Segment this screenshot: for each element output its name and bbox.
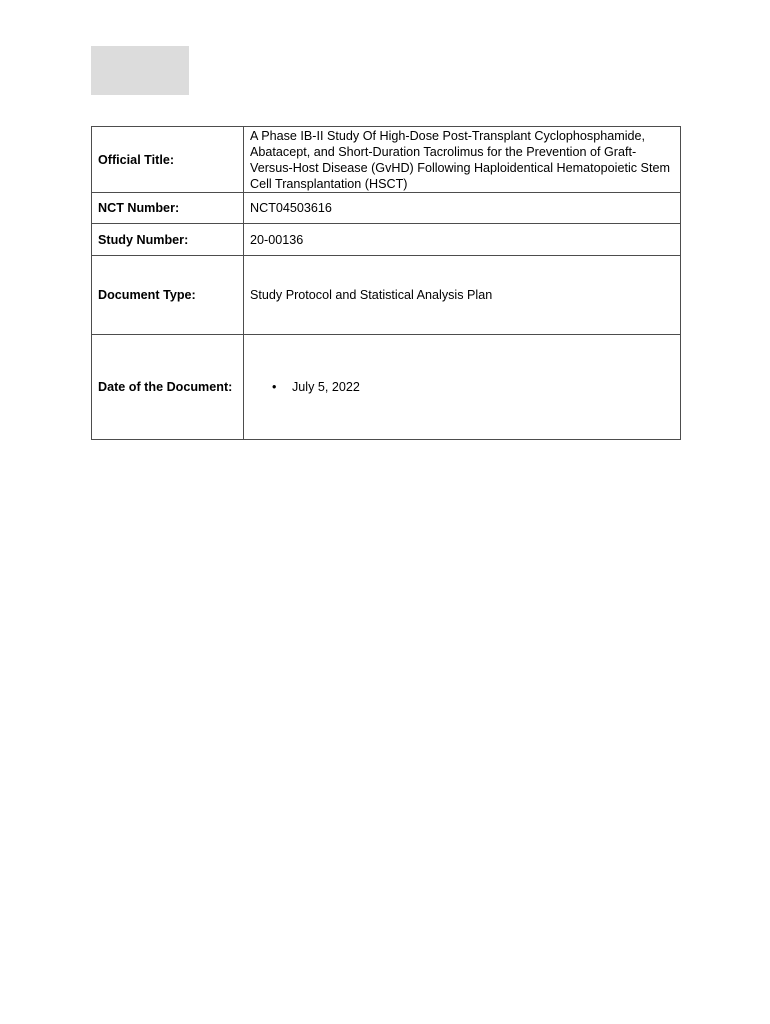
row-nct-number bbox=[92, 193, 681, 224]
study-number-value: 20-00136 bbox=[244, 224, 681, 256]
document-date-cell bbox=[244, 335, 681, 440]
document-type-value: Study Protocol and Statistical Analysis Plan bbox=[244, 256, 681, 335]
row-document-type bbox=[92, 256, 681, 335]
official-title-label: Official Title: bbox=[92, 127, 244, 193]
study-number-label: Study Number: bbox=[92, 224, 244, 256]
row-study-number bbox=[92, 224, 681, 256]
row-official-title bbox=[92, 127, 681, 193]
row-document-date bbox=[92, 335, 681, 440]
official-title-value: A Phase IB-II Study Of High-Dose Post-Transplant Cyclophosphamide, Abatacept, and Short-Duration Tacrolimus for the Prevention of Graft-Versus-Host Disease (GvHD) Following Haploidentical Hematopoietic Stem Cell Transplantation (HSCT) bbox=[244, 127, 681, 193]
document-date-list bbox=[250, 379, 674, 395]
list-item bbox=[272, 379, 674, 395]
document-date-label: Date of the Document: bbox=[92, 335, 244, 440]
document-type-label: Document Type: bbox=[92, 256, 244, 335]
cover-table bbox=[91, 126, 681, 440]
nct-number-label: NCT Number: bbox=[92, 193, 244, 224]
logo-placeholder bbox=[91, 46, 189, 95]
document-date-value: July 5, 2022 bbox=[292, 380, 360, 394]
nct-number-value: NCT04503616 bbox=[244, 193, 681, 224]
bullet-icon: • bbox=[272, 380, 277, 394]
